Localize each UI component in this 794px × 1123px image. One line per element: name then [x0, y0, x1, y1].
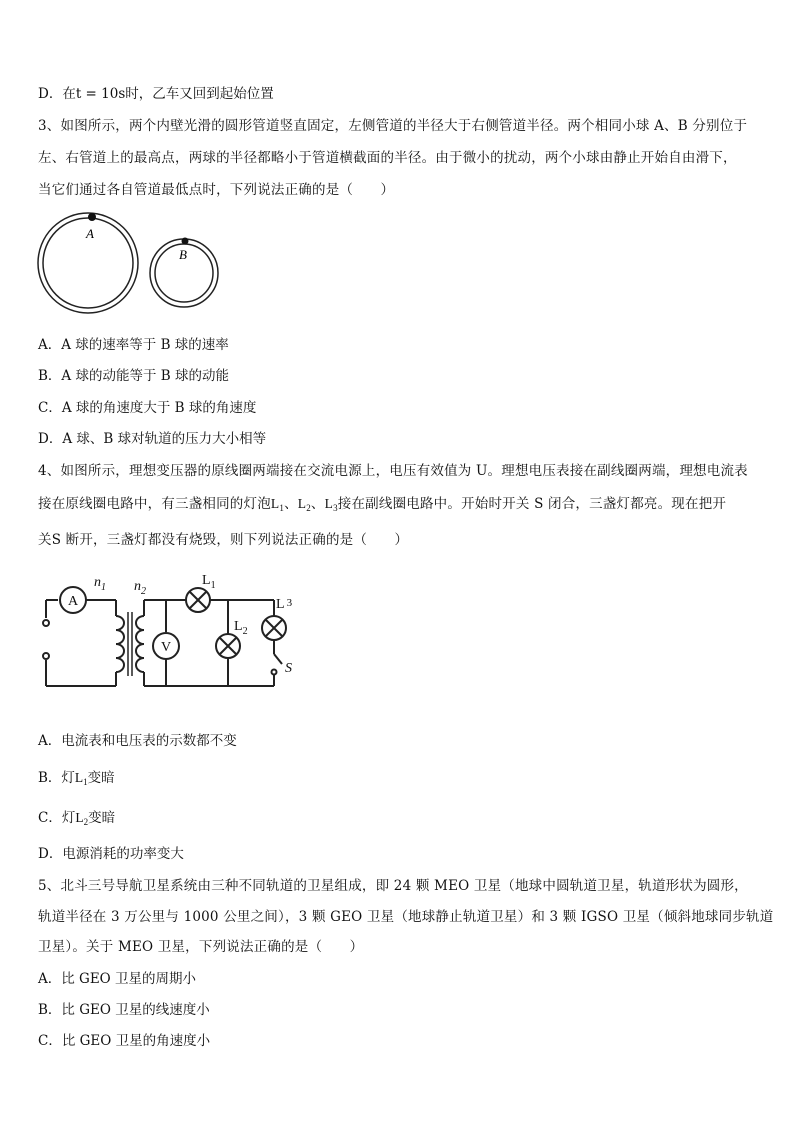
lamp-l2-option-ref: $L_2$ [75, 810, 89, 827]
lamp2-label: $L_2$ [234, 619, 248, 637]
q3-option-d: D．A 球、B 球对轨道的压力大小相等 [38, 431, 267, 447]
q5-option-a: A．比 GEO 卫星的周期小 [38, 971, 197, 987]
q4-stem-line-3: 关S 断开，三盏灯都没有烧毁，则下列说法正确的是（ ） [38, 532, 409, 548]
q4-option-b: B．灯$L_1$变暗 [38, 770, 115, 787]
q3-pipes-figure [30, 205, 230, 320]
q3-option-a: A．A 球的速率等于 B 球的速率 [38, 337, 229, 353]
ball-a [88, 213, 96, 221]
q3-stem-line-2: 左、右管道上的最高点，两球的半径都略小于管道横截面的半径。由于微小的扰动，两个小球由静止开始自由滑下， [38, 150, 737, 166]
lamp-l1-ref: $L_1$ [270, 496, 285, 513]
q5-stem-line-1: 5、北斗三号导航卫星系统由三种不同轨道的卫星组成，即 24 颗 MEO 卫星（地球中圆轨道卫星，轨道形状为圆形， [38, 878, 748, 894]
q4-stem-line-2: 接在原线圈电路中，有三盏相同的灯泡$L_1$、$L_2$、$L_3$接在副线圈电路中。开始时开关 S 闭合，三盏灯都亮。现在把开 [38, 496, 727, 513]
secondary-coil [136, 616, 144, 672]
q3-stem-line-1: 3、如图所示，两个内壁光滑的圆形管道竖直固定，左侧管道的半径大于右侧管道半径。两个相同小球 A、B 分别位于 [38, 118, 748, 134]
q3-option-b: B．A 球的动能等于 B 球的动能 [38, 368, 229, 384]
primary-coil [116, 616, 124, 672]
q2-option-d: D．在t = 10s时，乙车又回到起始位置 [38, 86, 274, 102]
q5-option-b: B．比 GEO 卫星的线速度小 [38, 1002, 210, 1018]
q4-stem-line-2-b: 接在副线圈电路中。开始时开关 S 闭合，三盏灯都亮。现在把开 [337, 496, 727, 512]
q5-stem-line-2: 轨道半径在 3 万公里与 1000 公里之间），3 颗 GEO 卫星（地球静止轨道卫星）和 3 颗 IGSO 卫星（倾斜地球同步轨道 [38, 909, 774, 925]
q4-option-c: C．灯$L_2$变暗 [38, 810, 116, 827]
lamp-l2-ref: $L_2$ [297, 496, 311, 513]
q4-option-d: D．电源消耗的功率变大 [38, 846, 184, 862]
q5-stem-line-3: 卫星）。关于 MEO 卫星，下列说法正确的是（ ） [38, 939, 364, 955]
lamp-l1-option-ref: $L_1$ [74, 770, 88, 787]
n2-label: $n_2$ [134, 579, 146, 597]
lamp1-label: $L_1$ [202, 573, 216, 591]
q4-circuit-figure [36, 568, 336, 693]
source-terminal-top [43, 620, 49, 626]
ammeter-label: A [68, 594, 79, 609]
q4-option-a: A．电流表和电压表的示数都不变 [38, 733, 237, 749]
voltmeter-label: V [161, 640, 172, 655]
ball-b [182, 238, 189, 245]
q3-stem-line-3: 当它们通过各自管道最低点时，下列说法正确的是（ ） [38, 182, 395, 198]
lamp-l3-ref: $L_3$ [324, 496, 338, 513]
switch-label: S [285, 661, 292, 676]
ball-a-label: A [86, 226, 94, 241]
ball-b-label: B [179, 247, 187, 262]
n1-label: $n_1$ [94, 575, 106, 593]
q5-option-c: C．比 GEO 卫星的角速度小 [38, 1033, 211, 1049]
q3-option-c: C．A 球的角速度大于 B 球的角速度 [38, 400, 257, 416]
lamp3-label: L 3 [276, 597, 293, 612]
switch-s [274, 654, 282, 664]
q4-stem-line-2-a: 接在原线圈电路中，有三盏相同的灯泡 [38, 496, 271, 512]
q4-stem-line-1: 4、如图所示，理想变压器的原线圈两端接在交流电源上，电压有效值为 U。理想电压表接在副线圈两端，理想电流表 [38, 463, 748, 479]
source-terminal-bottom [43, 653, 49, 659]
